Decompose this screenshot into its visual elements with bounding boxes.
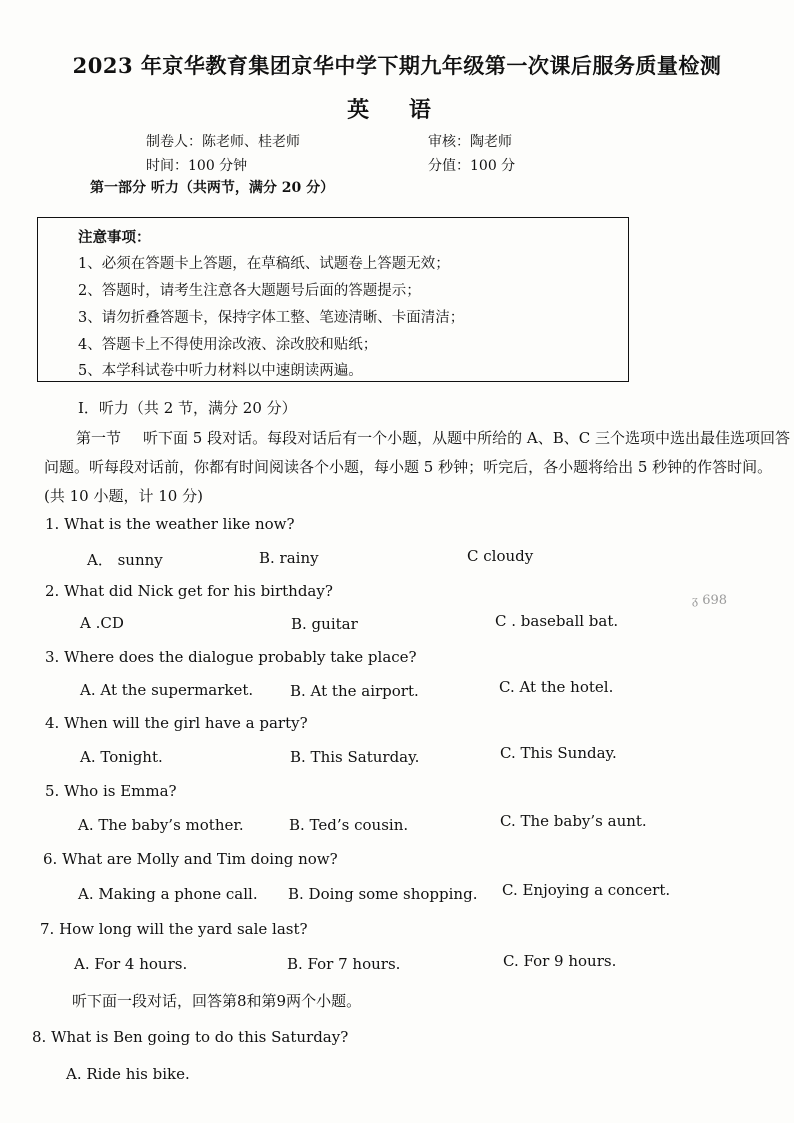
question-4: 4. When will the girl have a party?	[45, 714, 308, 732]
q2-option-c: C . baseball bat.	[495, 612, 619, 630]
section1-intro	[44, 424, 792, 511]
notice-item: 4、答题卡上不得使用涂改液、涂改胶和贴纸；	[78, 337, 378, 353]
q8-option-a: A. Ride his bike.	[66, 1065, 190, 1083]
question-8: 8. What is Ben going to do this Saturday?	[32, 1028, 349, 1046]
q5-option-a: A. The baby’s mother.	[78, 816, 244, 834]
q7-option-b: B. For 7 hours.	[287, 955, 401, 973]
q6-option-a: A. Making a phone call.	[78, 885, 258, 903]
notice-item: 5、本学科试卷中听力材料以中速朗读两遍。	[78, 363, 363, 379]
q4-option-c: C. This Sunday.	[500, 744, 617, 762]
notice-heading: 注意事项：	[78, 229, 151, 246]
q3-option-c: C. At the hotel.	[499, 678, 614, 696]
notice-item: 2、答题时，请考生注意各大题题号后面的答题提示；	[78, 283, 421, 299]
q3-option-a: A. At the supermarket.	[80, 681, 254, 699]
section1-heading: I．听力（共 2 节，满分 20 分）	[78, 399, 297, 417]
notice-item: 3、请勿折叠答题卡，保持字体工整、笔迹清晰、卡面清洁；	[78, 310, 465, 326]
subject-title: 英 语	[347, 97, 447, 123]
q4-option-b: B. This Saturday.	[290, 748, 420, 766]
q5-option-b: B. Ted’s cousin.	[289, 816, 409, 834]
q2-option-b: B. guitar	[291, 615, 358, 633]
question-3: 3. Where does the dialogue probably take place?	[45, 648, 417, 666]
intro-text: 听下面 5 段对话。每段对话后有一个小题，从题中所给的 A、B、C 三个选项中选出最佳选项回答问题。听每段对话前，你都有时间阅读各个小题，每小题 5 秒钟；听完后，各小题将给出 5 秒钟的作答时间。(共 10 小题，计 10 分)	[44, 429, 790, 505]
authors-label: 制卷人：陈老师、桂老师	[146, 134, 300, 150]
time-label: 时间：100 分钟	[146, 158, 248, 174]
intro-label: 第一节	[76, 429, 122, 447]
stray-mark: ᵹ 698	[692, 593, 728, 608]
question-2: 2. What did Nick get for his birthday?	[45, 582, 333, 600]
q1-option-a: A． sunny	[87, 551, 163, 569]
notice-box	[37, 217, 629, 382]
q1-option-b: B. rainy	[259, 549, 319, 567]
q6-option-c: C. Enjoying a concert.	[502, 881, 671, 899]
score-label: 分值：100 分	[428, 158, 516, 174]
q4-option-a: A. Tonight.	[80, 748, 163, 766]
q1-option-c: C cloudy	[467, 547, 534, 565]
q2-option-a: A .CD	[80, 614, 124, 632]
question-5: 5. Who is Emma?	[45, 782, 177, 800]
reviewer-label: 审核：陶老师	[428, 134, 512, 150]
part1-heading: 第一部分 听力（共两节，满分 20 分）	[90, 180, 335, 196]
instruction-8-9: 听下面一段对话，回答第8和第9两个小题。	[72, 992, 362, 1010]
q7-option-c: C. For 9 hours.	[503, 952, 617, 970]
q7-option-a: A. For 4 hours.	[74, 955, 188, 973]
question-7: 7. How long will the yard sale last?	[40, 920, 308, 938]
question-6: 6. What are Molly and Tim doing now?	[43, 850, 338, 868]
q6-option-b: B. Doing some shopping.	[288, 885, 478, 903]
exam-title: 2023 年京华教育集团京华中学下期九年级第一次课后服务质量检测	[72, 53, 722, 78]
question-1: 1. What is the weather like now?	[45, 515, 295, 533]
q3-option-b: B. At the airport.	[290, 682, 419, 700]
q5-option-c: C. The baby’s aunt.	[500, 812, 647, 830]
notice-item: 1、必须在答题卡上答题，在草稿纸、试题卷上答题无效；	[78, 256, 450, 272]
